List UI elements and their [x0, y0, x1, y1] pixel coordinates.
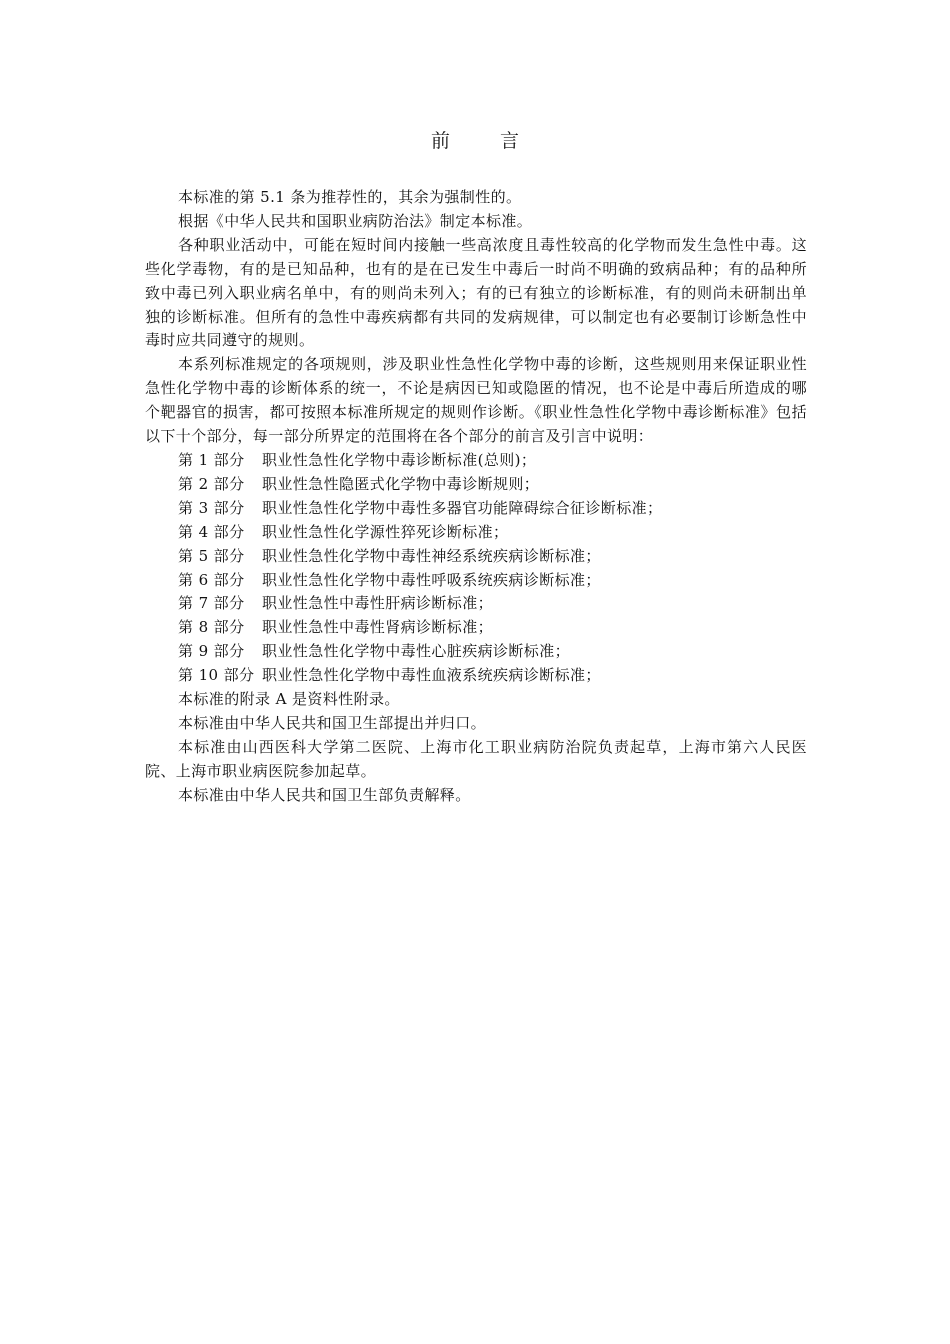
part-title: 职业性急性隐匿式化学物中毒诊断规则；: [262, 474, 540, 493]
list-item: [145, 664, 807, 688]
paragraph-proposer: 本标准由中华人民共和国卫生部提出并归口。: [178, 713, 487, 732]
part-title: 职业性急性化学物中毒诊断标准(总则)；: [262, 450, 537, 469]
part-number: 第 3 部分: [178, 498, 245, 517]
parts-list: [145, 449, 807, 688]
list-item: [145, 545, 807, 569]
part-number: 第 1 部分: [178, 450, 245, 469]
list-item: [145, 616, 807, 640]
list-item: [145, 449, 807, 473]
paragraph-scope: 本系列标准规定的各项规则，涉及职业性急性化学物中毒的诊断，这些规则用来保证职业性急性化学物中毒的诊断体系的统一，不论是病因已知或隐匿的情况，也不论是中毒后所造成的哪个靶器官的损害，都可按照本标准所规定的规则作诊断。《职业性急性化学物中毒诊断标准》包括以下十个部分，每一部分所界定的范围将在各个部分的前言及引言中说明：: [145, 355, 807, 446]
part-title: 职业性急性中毒性肾病诊断标准；: [262, 618, 494, 637]
paragraph-interpretation: 本标准由中华人民共和国卫生部负责解释。: [178, 785, 471, 804]
part-number: 第 5 部分: [178, 546, 245, 565]
paragraph-recommended-clause: 本标准的第 5.1 条为推荐性的，其余为强制性的。: [178, 188, 522, 206]
paragraph-background: 各种职业活动中，可能在短时间内接触一些高浓度且毒性较高的化学物而发生急性中毒。这些化学毒物，有的是已知品种，也有的是在已发生中毒后一时尚不明确的致病品种；有的品种所致中毒已列入职业病名单中，有的则尚未列入；有的已有独立的诊断标准，有的则尚未研制出单独的诊断标准。但所有的急性中毒疾病都有共同的发病规律，可以制定也有必要制订诊断急性中毒时应共同遵守的规则。: [145, 235, 807, 350]
paragraph-legal-basis: 根据《中华人民共和国职业病防治法》制定本标准。: [178, 211, 533, 230]
part-number: 第 9 部分: [178, 642, 245, 661]
list-item: [145, 569, 807, 593]
part-title: 职业性急性化学物中毒性心脏疾病诊断标准；: [262, 642, 571, 661]
list-item: [145, 521, 807, 545]
paragraph-drafters: 本标准由山西医科大学第二医院、上海市化工职业病防治院负责起草，上海市第六人民医院、上海市职业病医院参加起草。: [145, 737, 807, 780]
part-number: 第 10 部分: [178, 666, 255, 685]
part-title: 职业性急性化学物中毒性呼吸系统疾病诊断标准；: [262, 570, 601, 589]
part-number: 第 4 部分: [178, 522, 245, 541]
part-number: 第 8 部分: [178, 618, 245, 637]
part-title: 职业性急性中毒性肝病诊断标准；: [262, 594, 494, 613]
document-body: [145, 186, 807, 808]
page-title: 前 言: [430, 130, 542, 152]
part-title: 职业性急性化学物中毒性神经系统疾病诊断标准；: [262, 546, 601, 565]
part-title: 职业性急性化学物中毒性多器官功能障碍综合征诊断标准；: [262, 498, 663, 517]
list-item: [145, 640, 807, 664]
list-item: [145, 473, 807, 497]
list-item: [145, 592, 807, 616]
paragraph-appendix: 本标准的附录 A 是资料性附录。: [178, 690, 400, 709]
part-number: 第 2 部分: [178, 474, 245, 493]
part-title: 职业性急性化学源性猝死诊断标准；: [262, 522, 509, 541]
part-number: 第 6 部分: [178, 570, 245, 589]
part-title: 职业性急性化学物中毒性血液系统疾病诊断标准；: [262, 666, 601, 685]
part-number: 第 7 部分: [178, 594, 245, 613]
list-item: [145, 497, 807, 521]
